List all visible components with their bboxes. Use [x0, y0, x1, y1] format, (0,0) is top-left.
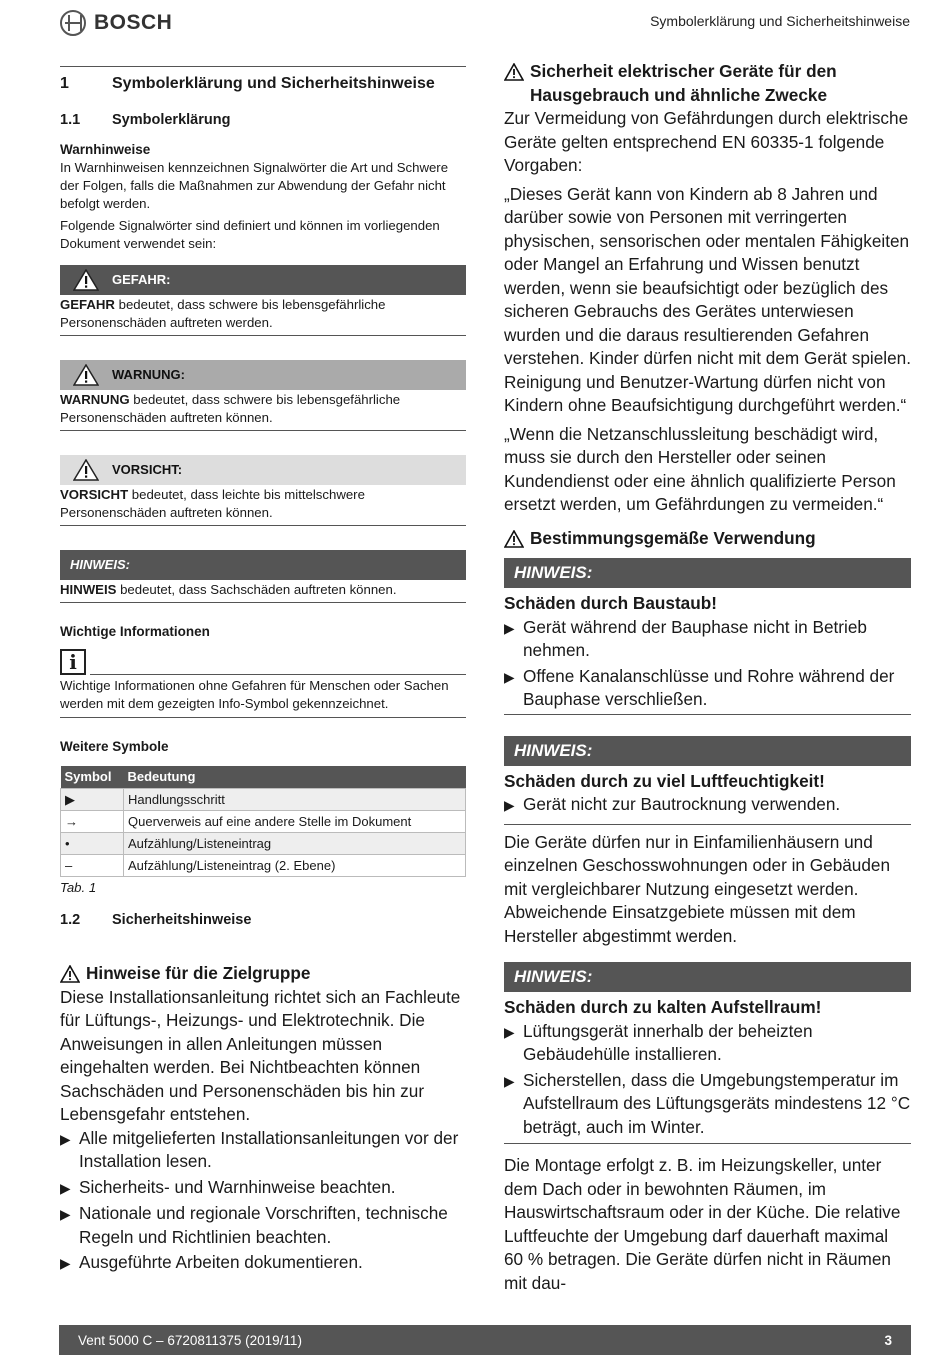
- page-footer: [59, 1325, 911, 1355]
- section-1-1-heading: [60, 111, 466, 129]
- notice-title: Schäden durch zu kalten Aufstellraum!: [504, 997, 822, 1017]
- warnhinweise-text: In Warnhinweisen kennzeichnen Signalwörter die Art und Schwere der Folgen, falls die Maßnahmen zur Abwendung der Gefahr nicht befolgt werden.: [60, 160, 449, 211]
- symbol-cell: ▶: [61, 789, 124, 811]
- zielgruppe-heading: [60, 962, 466, 986]
- symbols-table: [60, 766, 466, 877]
- list-item: [60, 1127, 466, 1174]
- step-text: Nationale und regionale Vorschriften, technische Regeln und Richtlinien beachten.: [79, 1203, 448, 1247]
- table-row: [61, 855, 466, 877]
- warning-bar: [60, 360, 466, 390]
- warning-description: [60, 390, 466, 431]
- step-text: Offene Kanalanschlüsse und Rohre während der Bauphase verschließen.: [523, 665, 895, 709]
- table-caption: Tab. 1: [60, 880, 97, 895]
- signal-text: bedeutet, dass Sachschäden auftreten können.: [116, 582, 397, 597]
- action-step-icon: ▶: [60, 1131, 71, 1147]
- verwendung-text: Die Geräte dürfen nur in Einfamilienhäusern und einzelnen Geschosswohnungen oder in Gebäuden mit vergleichbarer Nutzung eingesetzt werden. Abweichende Einsatzgebiete müssen mit dem Hersteller abgestimmt werden.: [504, 831, 891, 946]
- caution-label: VORSICHT:: [112, 462, 183, 477]
- caution-description: [60, 485, 466, 526]
- danger-description: [60, 295, 466, 336]
- step-text: Lüftungsgerät innerhalb der beheizten Gebäudehülle installieren.: [523, 1020, 813, 1064]
- list-item: [60, 1251, 466, 1276]
- list-item: [60, 1202, 466, 1249]
- table-row: [61, 833, 466, 855]
- elektrisch-quote-1: „Dieses Gerät kann von Kindern ab 8 Jahren und darüber sowie von Personen mit verringerten physischen, sensorischen oder mentalen Fähigkeiten oder Mangel an Erfahrung und Wissen benutzt werden, wenn sie beaufsichtigt oder bezüglich des sicheren Gebrauchs des Gerätes unterwiesen wurden und die daraus resultierenden Gefahren verstehen. Kinder dürfen nicht mit dem Gerät spielen. Reinigung und Benutzer-Wartung dürfen nicht von Kindern ohne Beaufsichtigung durchgeführt werden.“: [504, 183, 911, 415]
- action-step-icon: ▶: [504, 669, 515, 685]
- notice-steps: [504, 1020, 911, 1145]
- divider: [90, 674, 466, 675]
- elektrisch-quote-2: „Wenn die Netzanschlussleitung beschädigt wird, muss sie durch den Hersteller oder seinen Kundendienst oder eine ähnlich qualifizierte Person ersetzt werden, um Gefährdungen zu vermeiden.“: [504, 423, 896, 514]
- list-item: [504, 1069, 911, 1140]
- info-icon: i: [60, 649, 86, 675]
- column-header: Symbol: [61, 766, 124, 789]
- notice-bar: HINWEIS:: [504, 558, 911, 588]
- action-step-icon: ▶: [60, 1256, 71, 1271]
- warnhinweise-text-2: Folgende Signalwörter sind definiert und können im vorliegenden Dokument verwendet sein:: [60, 218, 440, 251]
- notice-label: HINWEIS:: [70, 557, 130, 572]
- action-step-icon: ▶: [504, 1073, 515, 1089]
- section-title: Sicherheitshinweise: [112, 912, 252, 928]
- step-text: Sicherstellen, dass die Umgebungstemperatur im Aufstellraum des Lüftungsgeräts mindestens 12 °C beträgt, auch im Winter.: [523, 1069, 911, 1137]
- symbol-cell: →: [61, 811, 124, 833]
- signal-word: GEFAHR: [60, 297, 115, 312]
- info-text: Wichtige Informationen ohne Gefahren für Menschen oder Sachen werden mit dem gezeigten Info-Symbol gekennzeichnet.: [60, 677, 466, 718]
- action-step-icon: ▶: [504, 620, 515, 636]
- symbol-cell: –: [61, 855, 124, 877]
- warning-triangle-icon: [60, 269, 112, 291]
- action-step-icon: ▶: [60, 1180, 71, 1196]
- logo-text: BOSCH: [94, 11, 173, 34]
- signal-word: VORSICHT: [60, 487, 129, 502]
- notice-description: [60, 580, 466, 603]
- symbol-cell: •: [61, 833, 124, 855]
- list-item: [504, 616, 911, 663]
- info-symbol-row: [60, 649, 466, 675]
- warning-triangle-icon: [504, 530, 524, 548]
- notice-steps: [504, 793, 911, 825]
- step-text: Gerät nicht zur Bautrocknung verwenden.: [523, 794, 841, 814]
- notice-title: Schäden durch zu viel Luftfeuchtigkeit!: [504, 770, 825, 791]
- action-step-icon: ▶: [504, 798, 515, 813]
- meaning-cell: Handlungsschritt: [124, 789, 466, 811]
- info-heading: Wichtige Informationen: [60, 624, 210, 639]
- footer-doc-id: Vent 5000 C – 6720811375 (2019/11): [78, 1332, 302, 1348]
- heading-text: Bestimmungsgemäße Verwendung: [530, 527, 816, 548]
- column-header: Bedeutung: [124, 766, 466, 789]
- notice-title: Schäden durch Baustaub!: [504, 593, 717, 613]
- step-text: Sicherheits- und Warnhinweise beachten.: [79, 1176, 396, 1197]
- section-number: 1.1: [60, 112, 81, 128]
- section-title: Symbolerklärung und Sicherheitshinweise: [112, 75, 435, 92]
- danger-label: GEFAHR:: [112, 272, 171, 287]
- meaning-cell: Aufzählung/Listeneintrag (2. Ebene): [124, 855, 466, 877]
- page-number: 3: [884, 1332, 892, 1348]
- warning-label: WARNUNG:: [112, 367, 185, 382]
- list-item: [504, 665, 911, 712]
- table-row: [61, 789, 466, 811]
- section-1-2-heading: [60, 911, 466, 929]
- heading-text: Hinweise für die Zielgruppe: [86, 963, 311, 983]
- brand-logo: [60, 10, 172, 36]
- table-row: [61, 811, 466, 833]
- signal-text: bedeutet, dass schwere bis lebensgefährliche Personenschäden auftreten werden.: [60, 297, 386, 330]
- left-column: [60, 66, 466, 929]
- montage-text: Die Montage erfolgt z. B. im Heizungskeller, unter dem Dach oder in bewohnten Räumen, im Hauswirtschaftsraum oder in der Küche. Die relative Luftfeuchte der Umgebung darf dauerhaft maximal 60 % betragen. Die Geräte dürfen nicht in Räumen mit dau-: [504, 1155, 901, 1293]
- signal-text: bedeutet, dass schwere bis lebensgefährliche Personenschäden auftreten können.: [60, 392, 401, 425]
- heading-text: Sicherheit elektrischer Geräte für den Hausgebrauch und ähnliche Zwecke: [530, 61, 837, 105]
- zielgruppe-text: Diese Installationsanleitung richtet sich an Fachleute für Lüftungs-, Heizungs- und Elektrotechnik. Die Anweisungen in allen Anleitungen müssen eingehalten werden. Bei Nichtbeachten können Sachschäden und Personenschäden bis hin zur Lebensgefahr entstehen.: [60, 986, 461, 1124]
- action-step-icon: ▶: [60, 1207, 71, 1222]
- section-1-heading: [60, 66, 466, 97]
- verwendung-heading: [504, 527, 911, 551]
- caution-bar: [60, 455, 466, 485]
- danger-bar: [60, 265, 466, 295]
- warnhinweise-heading: Warnhinweise: [60, 142, 151, 157]
- section-number: 1.2: [60, 912, 81, 928]
- warning-triangle-icon: [60, 364, 112, 386]
- warning-triangle-icon: [60, 965, 80, 983]
- zielgruppe-section: [60, 962, 466, 1276]
- signal-text: bedeutet, dass leichte bis mittelschwere Personenschäden auftreten können.: [60, 487, 365, 520]
- warning-triangle-icon: [504, 63, 524, 81]
- list-item: [504, 1020, 911, 1067]
- step-text: Alle mitgelieferten Installationsanleitungen vor der Installation lesen.: [79, 1127, 459, 1171]
- meaning-cell: Aufzählung/Listeneintrag: [124, 833, 466, 855]
- right-column: [504, 60, 911, 1295]
- symbols-heading: Weitere Symbole: [60, 739, 169, 754]
- elektrisch-heading: [504, 60, 911, 107]
- notice-bar: HINWEIS:: [504, 962, 911, 992]
- list-item: [504, 793, 911, 818]
- warning-triangle-icon: [60, 459, 112, 481]
- section-title: Symbolerklärung: [112, 112, 231, 128]
- meaning-cell: Querverweis auf eine andere Stelle im Dokument: [124, 811, 466, 833]
- list-item: [60, 1176, 466, 1201]
- notice-bar: HINWEIS:: [504, 736, 911, 766]
- step-text: Gerät während der Bauphase nicht in Betrieb nehmen.: [523, 616, 867, 660]
- elektrisch-intro: Zur Vermeidung von Gefährdungen durch elektrische Geräte gelten entsprechend EN 60335-1 folgende Vorgaben:: [504, 108, 909, 175]
- notice-bar: [60, 550, 466, 580]
- step-text: Ausgeführte Arbeiten dokumentieren.: [79, 1252, 363, 1272]
- bosch-armature-icon: [60, 10, 86, 36]
- notice-steps: [504, 616, 911, 715]
- header-title: Symbolerklärung und Sicherheitshinweise: [650, 13, 910, 29]
- action-step-icon: ▶: [504, 1024, 515, 1040]
- section-number: 1: [60, 75, 69, 92]
- signal-word: WARNUNG: [60, 392, 130, 407]
- signal-word: HINWEIS: [60, 582, 117, 597]
